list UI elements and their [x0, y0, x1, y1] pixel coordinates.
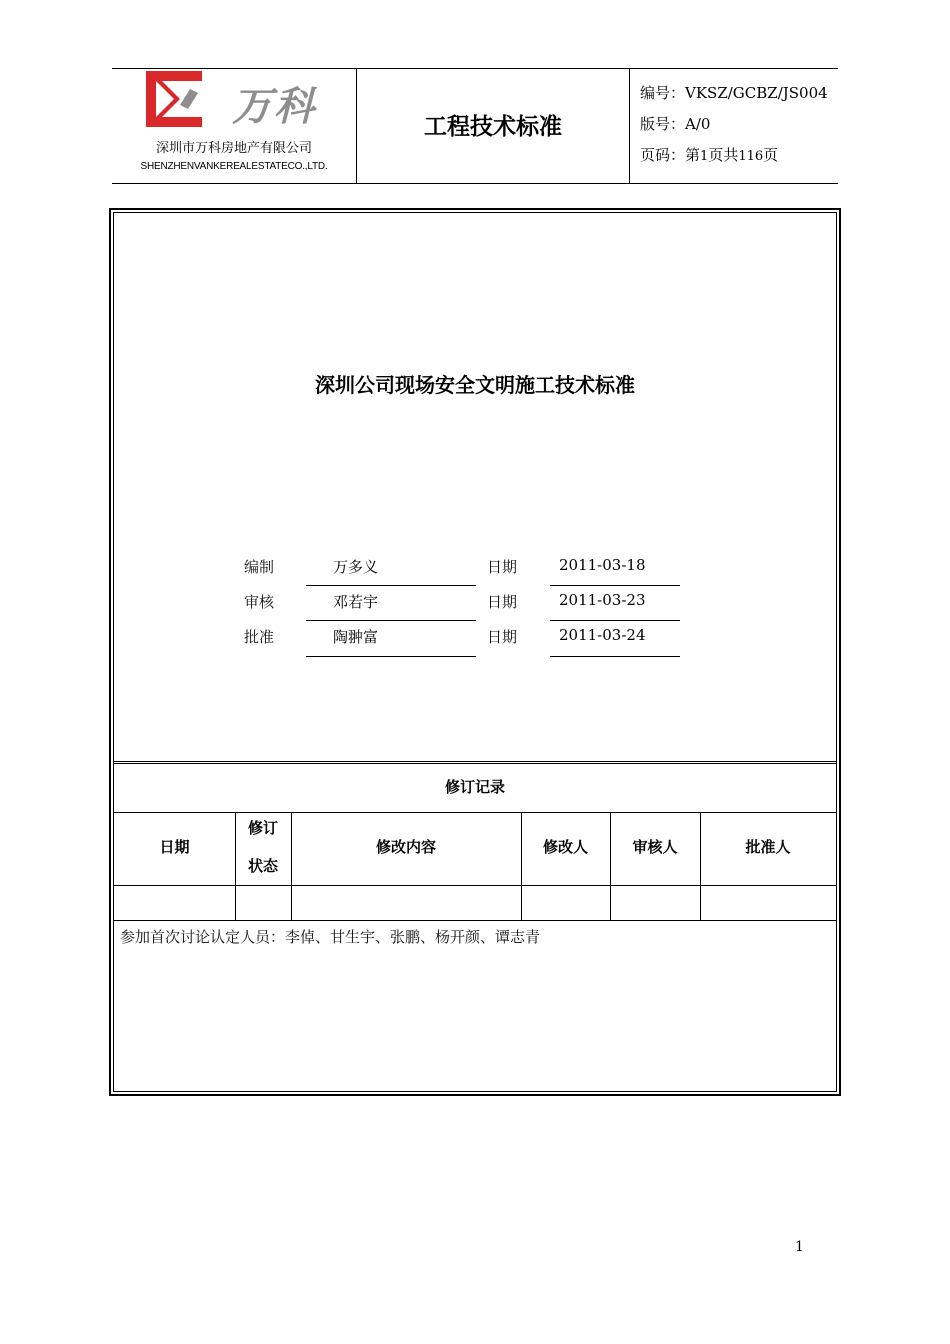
col-header-approver: 批准人	[745, 838, 791, 856]
table-column-divider	[521, 812, 522, 920]
sig-name-underline	[306, 656, 476, 657]
page-number: 1	[795, 1239, 804, 1255]
doc-meta-cell	[630, 69, 838, 183]
doc-code-label: 编号：	[640, 84, 686, 102]
sig-name-underline	[306, 585, 476, 586]
col-header-status-line2: 状态	[247, 857, 278, 875]
sig-date-review: 2011-03-23	[559, 591, 646, 609]
cover-frame-inner	[113, 212, 837, 1092]
logo-text: 万科	[232, 84, 316, 130]
sig-date-underline	[550, 656, 680, 657]
table-column-divider	[291, 812, 292, 920]
main-title: 深圳公司现场安全文明施工技术标准	[315, 373, 635, 397]
table-rule	[114, 812, 836, 813]
col-header-status-line1: 修订	[247, 819, 278, 837]
doc-version-label: 版号：	[640, 115, 686, 133]
doc-page-mid: 页共	[708, 146, 739, 164]
sig-name-approve: 陶翀富	[333, 628, 379, 646]
vanke-logo	[140, 69, 330, 133]
sig-role-compile: 编制	[244, 558, 275, 576]
discussion-participants-note: 参加首次讨论认定人员：李倬、甘生宇、张鹏、杨开颜、谭志青	[120, 928, 541, 946]
doc-page-current: 1	[700, 149, 709, 164]
sig-date-approve: 2011-03-24	[559, 626, 646, 644]
company-name-cn: 深圳市万科房地产有限公司	[155, 141, 312, 156]
doc-code	[640, 82, 828, 103]
sig-date-label-compile: 日期	[487, 558, 518, 576]
doc-code-value: VKSZ/GCBZ/JS004	[685, 84, 828, 102]
table-column-divider	[610, 812, 611, 920]
company-name-en: SHENZHENVANKEREALESTATECO.,LTD.	[140, 161, 328, 172]
col-header-content: 修改内容	[375, 838, 436, 856]
doc-version-value: A/0	[685, 115, 711, 133]
sig-name-review: 邓若宇	[333, 593, 379, 611]
cover-frame	[109, 208, 841, 1096]
doc-page-total: 116	[738, 149, 764, 164]
sig-role-review: 审核	[244, 593, 275, 611]
vanke-logo-mark-icon	[140, 69, 204, 129]
revision-title: 修订记录	[444, 778, 505, 796]
sig-role-approve: 批准	[244, 628, 275, 646]
doc-type-title: 工程技术标准	[424, 114, 562, 140]
sig-date-compile: 2011-03-18	[559, 556, 646, 574]
col-header-modifier: 修改人	[542, 838, 588, 856]
doc-version	[640, 113, 710, 134]
sig-date-underline	[550, 620, 680, 621]
doc-page-label: 页码：	[640, 146, 686, 164]
sig-name-compile: 万多义	[333, 558, 379, 576]
table-rule	[114, 920, 836, 921]
doc-page-prefix: 第	[685, 146, 701, 164]
doc-page	[640, 144, 778, 165]
col-header-date: 日期	[159, 838, 190, 856]
table-column-divider	[700, 812, 701, 920]
sig-date-label-review: 日期	[487, 593, 518, 611]
sig-date-underline	[550, 585, 680, 586]
doc-type-cell	[357, 69, 630, 183]
document-header	[112, 68, 838, 184]
sig-name-underline	[306, 620, 476, 621]
doc-page-suffix: 页	[763, 146, 779, 164]
revision-divider	[114, 761, 836, 764]
company-cell	[112, 69, 357, 183]
sig-date-label-approve: 日期	[487, 628, 518, 646]
col-header-reviewer: 审核人	[632, 838, 678, 856]
table-rule	[114, 885, 836, 886]
